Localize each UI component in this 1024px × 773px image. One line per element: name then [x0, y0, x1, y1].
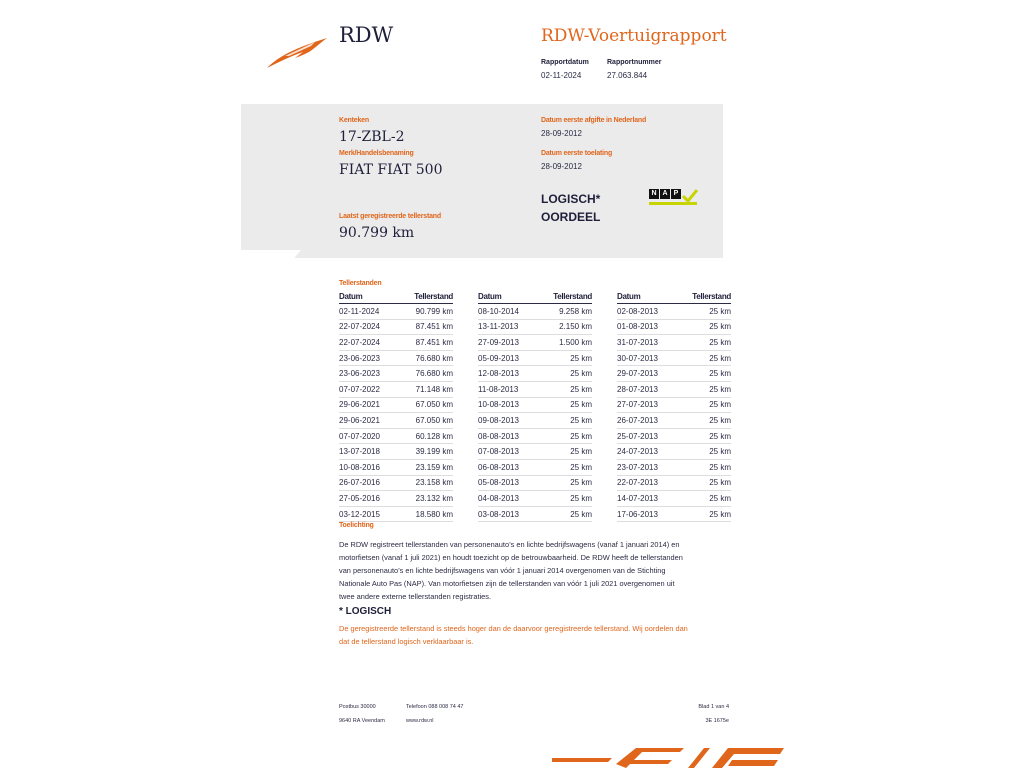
table-row — [478, 506, 592, 522]
table-row — [617, 491, 731, 507]
odo-reading: 71.148 km — [398, 381, 453, 397]
odo-date: 23-06-2023 — [339, 366, 398, 382]
odo-date: 29-06-2021 — [339, 397, 398, 413]
plate-label: Kenteken — [339, 117, 369, 124]
last-odo-label: Laatst geregistreerde tellerstand — [339, 213, 441, 220]
odo-date: 26-07-2013 — [617, 413, 676, 429]
odo-reading: 9.258 km — [537, 304, 592, 320]
verdict-heading: * LOGISCH — [339, 606, 392, 617]
odometer-section-title: Tellerstanden — [339, 280, 382, 287]
table-row — [617, 304, 731, 320]
nap-letter: P — [671, 189, 681, 199]
table-row — [617, 444, 731, 460]
brand-name: RDW — [339, 23, 394, 47]
first-nl-value: 28-09-2012 — [541, 129, 582, 138]
odo-date: 27-05-2016 — [339, 491, 398, 507]
nap-underline — [649, 202, 697, 205]
footer-page: Blad 1 van 4 — [698, 704, 729, 710]
odometer-table-1 — [339, 291, 453, 522]
nap-letter: A — [660, 189, 670, 199]
odo-date: 28-07-2013 — [617, 381, 676, 397]
verdict-line-2: OORDEEL — [541, 210, 601, 224]
odo-reading: 25 km — [676, 381, 731, 397]
col-reading-header: Tellerstand — [537, 291, 592, 304]
odo-date: 17-06-2013 — [617, 506, 676, 522]
odo-date: 02-11-2024 — [339, 304, 398, 320]
make-value: FIAT FIAT 500 — [339, 162, 443, 178]
table-row — [478, 350, 592, 366]
odo-reading: 25 km — [537, 381, 592, 397]
odo-reading: 25 km — [676, 444, 731, 460]
table-row — [339, 475, 453, 491]
odo-date: 13-11-2013 — [478, 319, 537, 335]
nap-logo-icon — [649, 189, 697, 207]
odo-reading: 25 km — [676, 397, 731, 413]
report-date: 02-11-2024 — [541, 71, 582, 80]
odo-date: 03-08-2013 — [478, 506, 537, 522]
odo-date: 09-08-2013 — [478, 413, 537, 429]
explanation-line: Nationale Auto Pas (NAP). Van motorfietsen zijn de tellerstanden van vóór 1 juli 2021 overgenomen uit — [339, 579, 675, 588]
first-nl-label: Datum eerste afgifte in Nederland — [541, 117, 647, 124]
decorative-stripes-icon — [552, 744, 784, 768]
odo-date: 13-07-2018 — [339, 444, 398, 460]
col-reading-header: Tellerstand — [676, 291, 731, 304]
verdict-line-1: LOGISCH* — [541, 192, 601, 206]
first-admission-value: 28-09-2012 — [541, 162, 582, 171]
footer-postbus: Postbus 30000 — [339, 704, 376, 710]
table-row — [617, 366, 731, 382]
nap-letter: N — [649, 189, 659, 199]
odo-reading: 76.680 km — [398, 366, 453, 382]
odo-date: 06-08-2013 — [478, 459, 537, 475]
odo-date: 04-08-2013 — [478, 491, 537, 507]
odo-date: 29-06-2021 — [339, 413, 398, 429]
odo-date: 07-07-2020 — [339, 428, 398, 444]
table-row — [339, 459, 453, 475]
odo-date: 29-07-2013 — [617, 366, 676, 382]
odo-reading: 25 km — [537, 491, 592, 507]
table-row — [339, 350, 453, 366]
table-row — [617, 475, 731, 491]
table-row — [339, 506, 453, 522]
footer-web: www.rdw.nl — [406, 718, 434, 724]
table-row — [478, 413, 592, 429]
col-date-header: Datum — [339, 291, 398, 304]
report-date-label: Rapportdatum — [541, 59, 589, 66]
plate-value: 17-ZBL-2 — [339, 129, 405, 145]
odo-date: 08-10-2014 — [478, 304, 537, 320]
odo-reading: 25 km — [676, 366, 731, 382]
table-row — [617, 381, 731, 397]
explanation-line: van personenauto’s en lichte bedrijfswagens van vóór 1 januari 2014 overgenomen van de Stichting — [339, 566, 666, 575]
table-row — [617, 428, 731, 444]
odo-date: 30-07-2013 — [617, 350, 676, 366]
table-row — [478, 335, 592, 351]
odo-reading: 67.050 km — [398, 397, 453, 413]
odo-reading: 25 km — [537, 444, 592, 460]
odo-reading: 25 km — [537, 350, 592, 366]
odo-reading: 23.159 km — [398, 459, 453, 475]
make-label: Merk/Handelsbenaming — [339, 150, 414, 157]
odo-date: 10-08-2016 — [339, 459, 398, 475]
table-row — [617, 413, 731, 429]
table-row — [339, 381, 453, 397]
table-row — [617, 459, 731, 475]
table-row — [339, 413, 453, 429]
table-row — [339, 444, 453, 460]
table-row — [478, 366, 592, 382]
col-date-header: Datum — [478, 291, 537, 304]
odo-date: 12-08-2013 — [478, 366, 537, 382]
explanation-line: motorfietsen (vanaf 1 juli 2021) en houdt toezicht op de betrouwbaarheid. De RDW heeft de tellerstanden — [339, 553, 683, 562]
last-odo-value: 90.799 km — [339, 225, 415, 241]
report-number-label: Rapportnummer — [607, 59, 662, 66]
odo-date: 31-07-2013 — [617, 335, 676, 351]
table-row — [339, 491, 453, 507]
table-row — [478, 397, 592, 413]
footer-code: 3E 1675e — [705, 718, 729, 724]
odo-reading: 25 km — [537, 366, 592, 382]
explanation-line: twee andere externe tellerstanden registraties. — [339, 592, 492, 601]
odometer-table-2 — [478, 291, 592, 522]
odo-date: 27-09-2013 — [478, 335, 537, 351]
odo-date: 02-08-2013 — [617, 304, 676, 320]
table-row — [478, 491, 592, 507]
table-row — [478, 459, 592, 475]
odo-reading: 25 km — [676, 350, 731, 366]
footer-phone: Telefoon 088 008 74 47 — [406, 704, 464, 710]
odo-date: 01-08-2013 — [617, 319, 676, 335]
odo-reading: 25 km — [676, 506, 731, 522]
odo-date: 05-08-2013 — [478, 475, 537, 491]
odo-date: 22-07-2024 — [339, 335, 398, 351]
table-row — [617, 350, 731, 366]
odo-reading: 25 km — [537, 475, 592, 491]
explanation-text — [339, 538, 739, 603]
vehicle-summary-panel — [241, 104, 723, 258]
odo-reading: 87.451 km — [398, 335, 453, 351]
report-number: 27.063.844 — [607, 71, 648, 80]
table-row — [478, 444, 592, 460]
table-row — [339, 366, 453, 382]
verdict-line: De geregistreerde tellerstand is steeds hoger dan de daarvoor geregistreerde tellerstand. Wij oordelen dan — [339, 624, 688, 633]
col-reading-header: Tellerstand — [398, 291, 453, 304]
odo-reading: 76.680 km — [398, 350, 453, 366]
table-row — [617, 335, 731, 351]
odo-date: 25-07-2013 — [617, 428, 676, 444]
odo-date: 24-07-2013 — [617, 444, 676, 460]
odo-reading: 25 km — [676, 491, 731, 507]
verdict-text — [339, 622, 739, 648]
odo-date: 27-07-2013 — [617, 397, 676, 413]
first-admission-label: Datum eerste toelating — [541, 150, 613, 157]
odo-date: 22-07-2013 — [617, 475, 676, 491]
odo-reading: 25 km — [676, 413, 731, 429]
odo-reading: 25 km — [676, 304, 731, 320]
odo-reading: 87.451 km — [398, 319, 453, 335]
odo-reading: 25 km — [537, 428, 592, 444]
odo-reading: 25 km — [537, 459, 592, 475]
odo-date: 07-07-2022 — [339, 381, 398, 397]
odo-reading: 25 km — [676, 335, 731, 351]
panel-notch — [241, 250, 301, 260]
odo-reading: 39.199 km — [398, 444, 453, 460]
explanation-title: Toelichting — [339, 522, 374, 529]
rdw-logo-icon — [265, 34, 331, 70]
table-row — [339, 335, 453, 351]
table-row — [478, 475, 592, 491]
odo-reading: 2.150 km — [537, 319, 592, 335]
odo-date: 05-09-2013 — [478, 350, 537, 366]
col-date-header: Datum — [617, 291, 676, 304]
table-row — [617, 397, 731, 413]
odo-reading: 25 km — [537, 506, 592, 522]
odo-date: 23-07-2013 — [617, 459, 676, 475]
odo-reading: 25 km — [676, 428, 731, 444]
odo-reading: 67.050 km — [398, 413, 453, 429]
table-row — [478, 304, 592, 320]
table-row — [617, 319, 731, 335]
odo-date: 07-08-2013 — [478, 444, 537, 460]
odo-reading: 25 km — [676, 459, 731, 475]
table-row — [339, 428, 453, 444]
odo-date: 26-07-2016 — [339, 475, 398, 491]
odo-reading: 25 km — [537, 413, 592, 429]
table-row — [339, 304, 453, 320]
odo-reading: 23.158 km — [398, 475, 453, 491]
odo-reading: 18.580 km — [398, 506, 453, 522]
odometer-table-3 — [617, 291, 731, 522]
odo-reading: 1.500 km — [537, 335, 592, 351]
table-row — [478, 428, 592, 444]
odo-date: 23-06-2023 — [339, 350, 398, 366]
odo-reading: 60.128 km — [398, 428, 453, 444]
odo-date: 03-12-2015 — [339, 506, 398, 522]
odo-date: 08-08-2013 — [478, 428, 537, 444]
explanation-line: De RDW registreert tellerstanden van personenauto’s en lichte bedrijfswagens (vanaf 1 januari 2014) en — [339, 540, 680, 549]
table-row — [478, 319, 592, 335]
odo-reading: 25 km — [537, 397, 592, 413]
table-row — [339, 319, 453, 335]
table-row — [617, 506, 731, 522]
report-title: RDW-Voertuigrapport — [541, 26, 727, 46]
table-row — [339, 397, 453, 413]
odo-date: 22-07-2024 — [339, 319, 398, 335]
odo-reading: 90.799 km — [398, 304, 453, 320]
odo-reading: 25 km — [676, 319, 731, 335]
odo-date: 14-07-2013 — [617, 491, 676, 507]
odo-date: 11-08-2013 — [478, 381, 537, 397]
odo-reading: 23.132 km — [398, 491, 453, 507]
odo-date: 10-08-2013 — [478, 397, 537, 413]
check-icon — [682, 189, 698, 203]
odo-reading: 25 km — [676, 475, 731, 491]
footer-city: 9640 RA Veendam — [339, 718, 385, 724]
table-row — [478, 381, 592, 397]
verdict-line: dat de tellerstand logisch verklaarbaar is. — [339, 637, 474, 646]
